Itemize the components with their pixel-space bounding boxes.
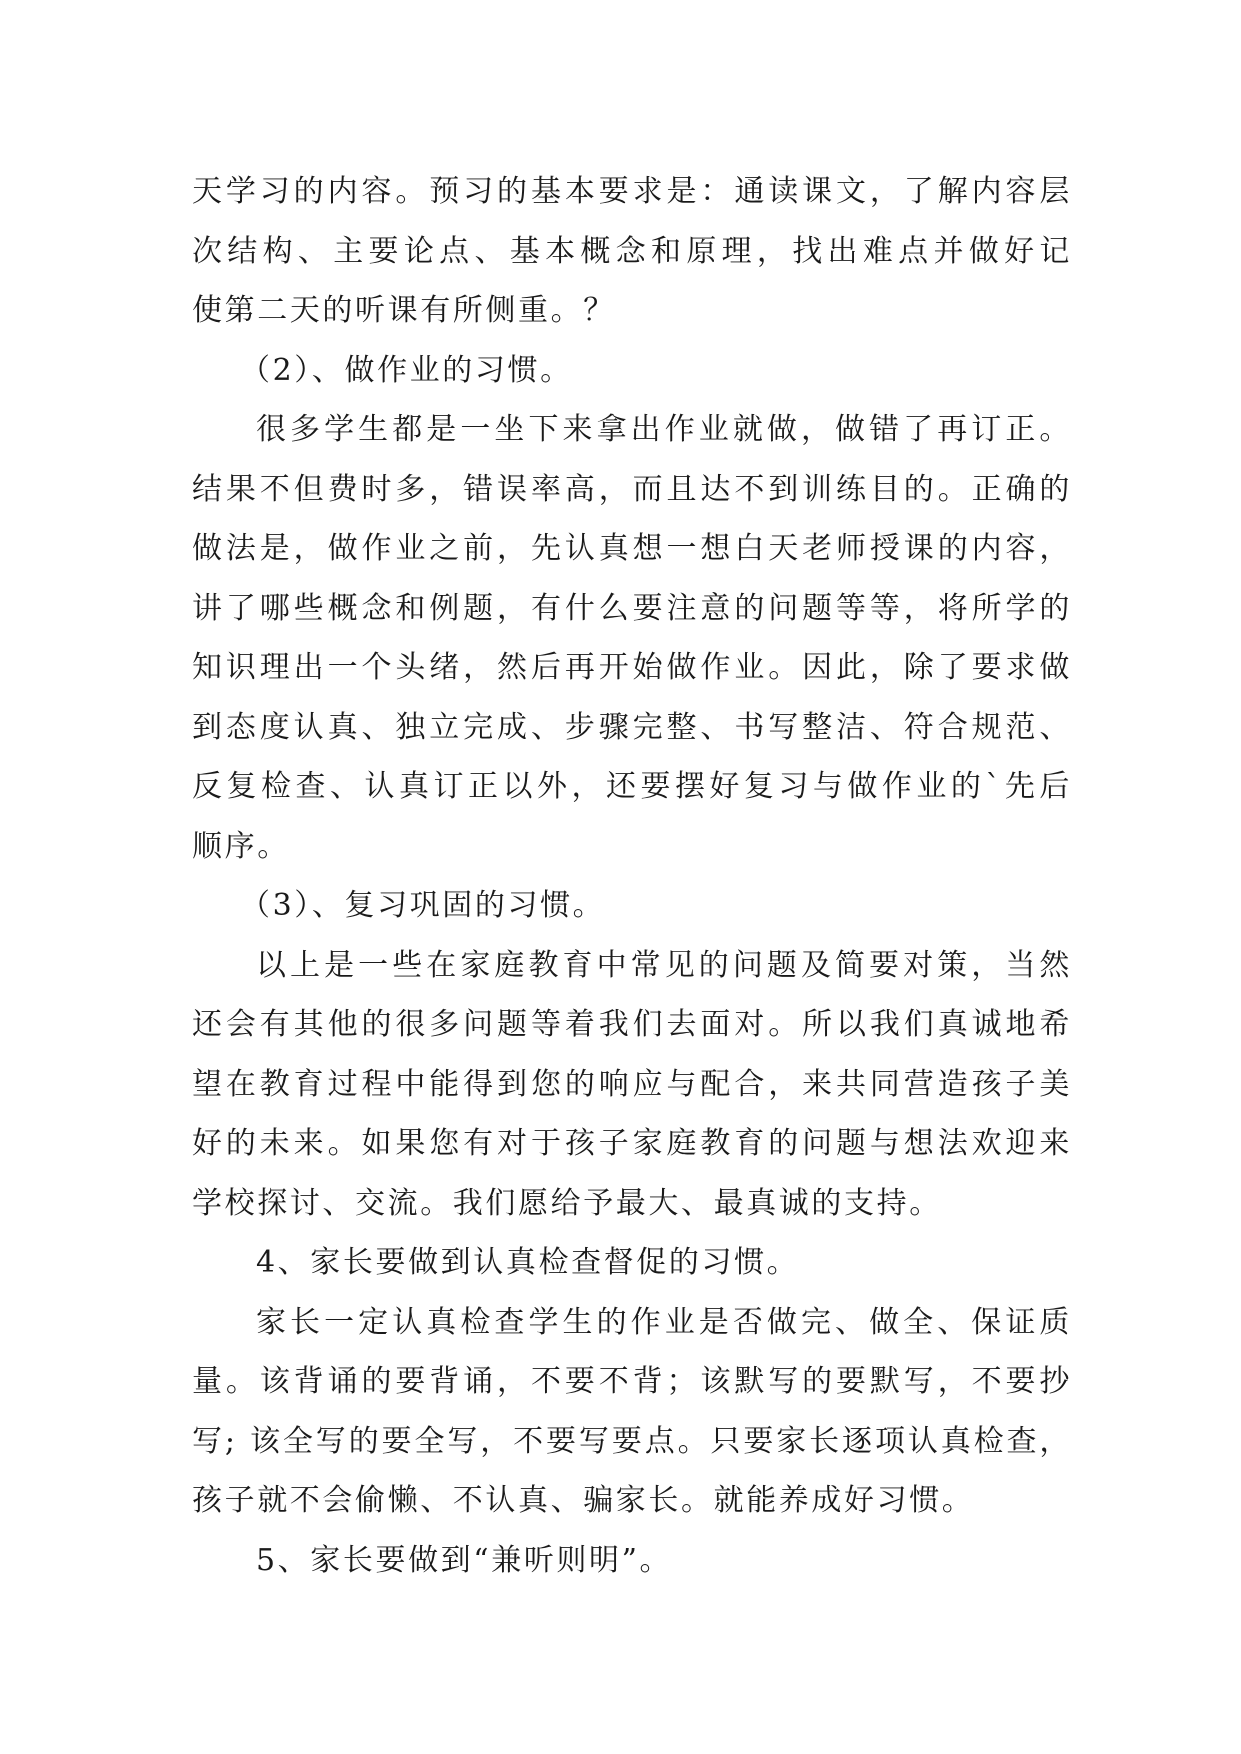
paragraph-line: 家长一定认真检查学生的作业是否做完、做全、保证质 xyxy=(256,1304,1072,1340)
paragraph-line: 望在教育过程中能得到您的响应与配合，来共同营造孩子美 xyxy=(192,1066,1072,1102)
paragraph-line: 顺序。 xyxy=(192,828,290,864)
paragraph-line: 写; 该全写的要全写，不要写要点。只要家长逐项认真检查， xyxy=(192,1423,1072,1459)
paragraph-line: 使第二天的听课有所侧重。？ xyxy=(192,293,616,328)
paragraph-line: 还会有其他的很多问题等着我们去面对。所以我们真诚地希 xyxy=(192,1007,1072,1042)
paragraph-line: 反复检查、认真订正以外，还要摆好复习与做作业的`先后 xyxy=(192,769,1072,804)
paragraph-line: 量。该背诵的要背诵，不要不背；该默写的要默写，不要抄 xyxy=(192,1364,1072,1399)
paragraph-line: 次结构、主要论点、基本概念和原理，找出难点并做好记 xyxy=(192,233,1072,269)
subheading-line: （3）、复习巩固的习惯。 xyxy=(240,888,606,923)
section-heading-line: 4、家长要做到认真检查督促的习惯。 xyxy=(256,1245,800,1280)
subheading-line: （2）、做作业的习惯。 xyxy=(240,352,573,388)
paragraph-line: 天学习的内容。预习的基本要求是：通读课文，了解内容层 xyxy=(192,174,1072,209)
paragraph-line: 孩子就不会偷懒、不认真、骗家长。就能养成好习惯。 xyxy=(192,1483,975,1518)
paragraph-line: 到态度认真、独立完成、步骤完整、书写整洁、符合规范、 xyxy=(192,709,1072,745)
paragraph-line: 好的未来。如果您有对于孩子家庭教育的问题与想法欢迎来 xyxy=(192,1126,1072,1161)
paragraph-line: 做法是，做作业之前，先认真想一想白天老师授课的内容， xyxy=(192,531,1072,566)
paragraph-line: 知识理出一个头绪，然后再开始做作业。因此，除了要求做 xyxy=(192,650,1072,685)
paragraph-line: 很多学生都是一坐下来拿出作业就做，做错了再订正。 xyxy=(256,412,1072,447)
paragraph-line: 以上是一些在家庭教育中常见的问题及简要对策，当然 xyxy=(256,947,1072,983)
paragraph-line: 学校探讨、交流。我们愿给予最大、最真诚的支持。 xyxy=(192,1185,942,1221)
paragraph-line: 结果不但费时多，错误率高，而且达不到训练目的。正确的 xyxy=(192,471,1072,507)
document-body xyxy=(192,162,1072,1590)
section-heading-line: 5、家长要做到“兼听则明”。 xyxy=(256,1542,673,1578)
paragraph-line: 讲了哪些概念和例题，有什么要注意的问题等等，将所学的 xyxy=(192,590,1072,626)
